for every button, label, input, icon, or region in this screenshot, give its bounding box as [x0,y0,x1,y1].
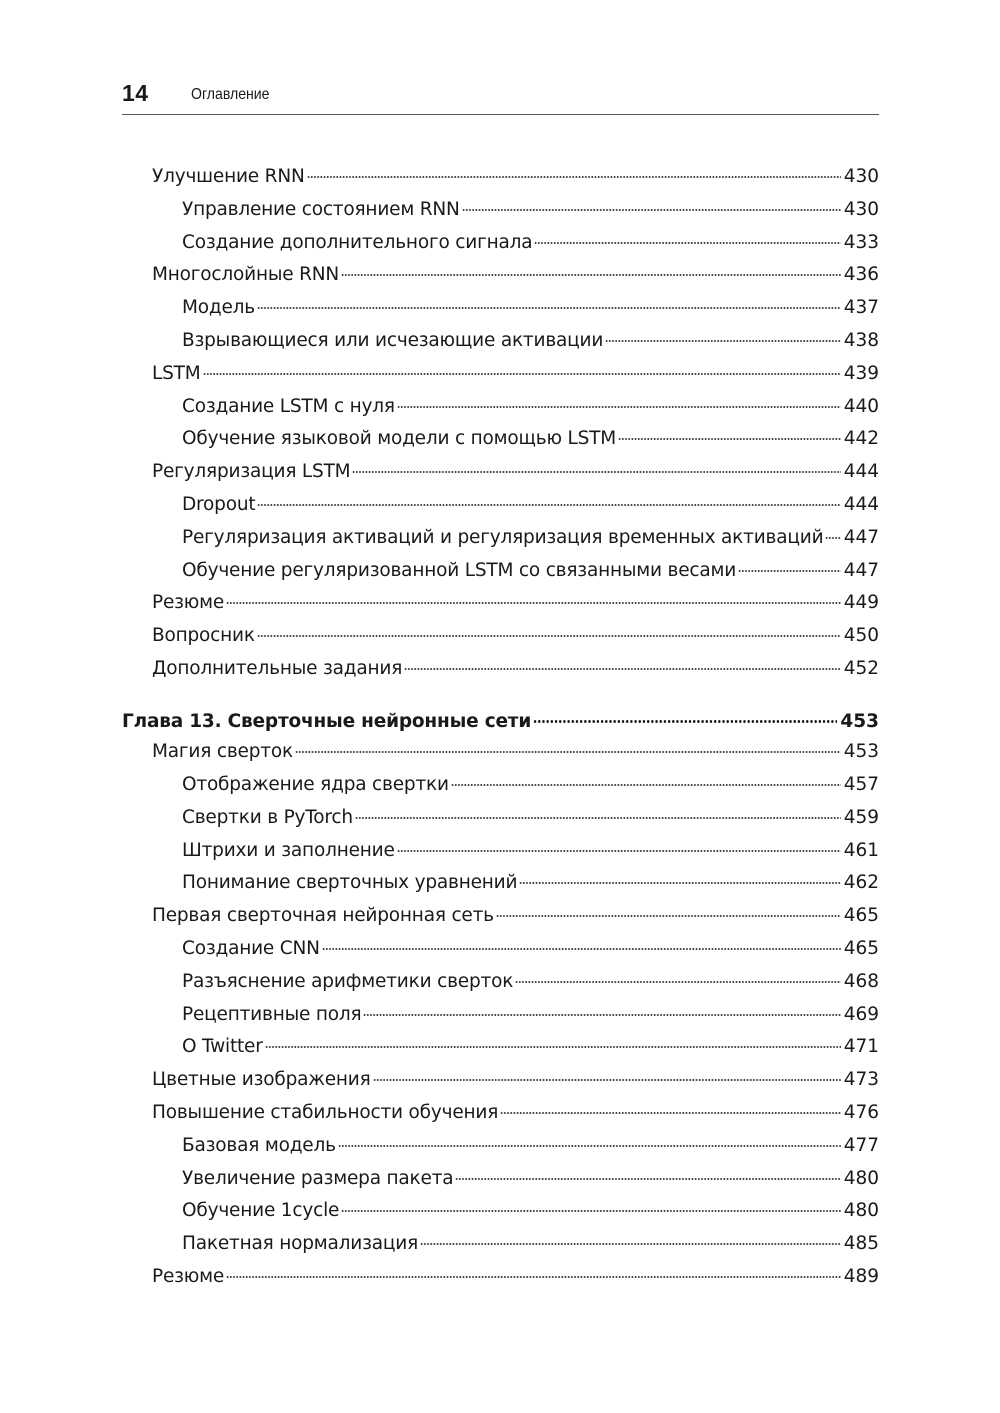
toc-entry-title: Создание LSTM с нуля [182,395,395,417]
toc-entry-title: Пакетная нормализация [182,1233,419,1255]
dot-leader [515,981,841,983]
toc-entry-title: Резюме [152,1265,225,1287]
toc-entry [182,328,879,354]
toc-entry [152,623,879,649]
toc-entry [182,197,879,223]
toc-entry-title: LSTM [152,362,201,384]
toc-entry-page: 471 [843,1036,879,1058]
toc-entry [182,394,879,420]
toc-entry-title: Обучение 1cycle [182,1200,340,1222]
toc-entry-page: 476 [843,1101,879,1123]
toc-entry [182,295,879,321]
toc-entry-page: 436 [843,264,879,286]
toc-entry-title: Вопросник [152,625,255,647]
toc-entry-page: 485 [843,1233,879,1255]
toc-entry-title: О Twitter [182,1036,263,1058]
dot-leader [322,948,841,950]
dot-leader [257,635,841,637]
toc-entry-page: 461 [843,839,879,861]
toc-entry-page: 459 [843,806,879,828]
dot-leader [451,784,841,786]
dot-leader [738,570,841,572]
toc-entry-title: Рецептивные поля [182,1003,362,1025]
toc-entry [182,525,879,551]
dot-leader [307,176,841,178]
toc-entry-title: Базовая модель [182,1134,336,1156]
toc-entry-page: 437 [843,297,879,319]
dot-leader [404,668,841,670]
toc-entry-title: Цветные изображения [152,1069,371,1091]
toc-entry-title: Дополнительные задания [152,658,403,679]
toc-entry-page: 444 [843,494,879,515]
toc-entry [152,739,879,765]
toc-entry [182,230,879,256]
toc-entry-title: Dropout [182,494,256,515]
toc-entry-title: Резюме [152,592,225,614]
toc-entry-title: Регуляризация LSTM [152,461,351,483]
toc-entry [152,903,879,929]
toc-entry-page: 430 [843,198,879,220]
toc-entry-title: Штрихи и заполнение [182,839,395,861]
toc-entry [152,1067,879,1093]
dot-leader [496,915,841,917]
dot-leader [455,1178,840,1180]
toc-entry-page: 465 [843,905,879,927]
toc-entry-title: Повышение стабильности обучения [152,1101,499,1123]
dot-leader [825,537,840,539]
toc-entry [182,1231,879,1257]
toc-chapter-entry [122,709,879,735]
toc-entry-title: Создание CNN [182,937,320,959]
dot-leader [397,406,841,408]
toc-entry [182,969,879,995]
toc-entry-title: Улучшение RNN [152,166,305,187]
dot-leader [363,1014,840,1016]
toc-entry [182,1133,879,1159]
dot-leader [420,1243,841,1245]
dot-leader [605,340,840,342]
dot-leader [373,1079,841,1081]
toc-entry [182,936,879,962]
toc-entry-title: Глава 13. Сверточные нейронные сети [122,710,532,732]
toc-entry [182,805,879,831]
toc-entry-page: 447 [843,559,879,581]
toc-entry-page: 450 [843,625,879,647]
dot-leader [203,373,841,375]
toc-entry-page: 453 [843,741,879,763]
toc-entry-page: 447 [843,526,879,548]
toc-entry-title: Первая сверточная нейронная сеть [152,905,494,927]
dot-leader [618,438,841,440]
toc-entry [182,1034,879,1060]
page-number: 14 [122,80,149,106]
toc-entry [152,590,879,616]
dot-leader [226,602,841,604]
toc-entry-title: Взрывающиеся или исчезающие активации [182,330,604,351]
toc-entry-title: Магия сверток [152,741,293,763]
toc-entry [152,262,879,288]
toc-entry [182,1166,879,1192]
toc-entry-title: Модель [182,297,255,319]
dot-leader [341,274,841,276]
toc-entry-page: 452 [843,658,879,679]
toc-entry-title: Отображение ядра свертки [182,773,449,795]
toc-entry-page: 444 [843,461,879,483]
toc-entry [152,1100,879,1126]
dot-leader [397,850,841,852]
dot-leader [265,1046,841,1048]
toc-entry-page: 430 [843,166,879,187]
dot-leader [355,817,841,819]
toc-entry-title: Многослойные RNN [152,264,340,286]
toc-entry [182,558,879,584]
toc-entry-page: 438 [843,330,879,351]
toc-entry [152,164,879,190]
toc-entry-page: 473 [843,1069,879,1091]
toc-entry [152,1264,879,1290]
toc-entry [182,772,879,798]
toc-entry-page: 489 [843,1265,879,1287]
dot-leader [338,1145,841,1147]
dot-leader [341,1210,840,1212]
toc-entry-title: Обучение языковой модели с помощью LSTM [182,428,617,450]
toc-entry-page: 477 [843,1134,879,1156]
toc-entry-title: Понимание сверточных уравнений [182,872,518,894]
toc-entry-page: 465 [843,937,879,959]
toc-entry-page: 453 [840,710,879,732]
toc-entry [182,1198,879,1224]
toc-entry-title: Регуляризация активаций и регуляризация временных активаций [182,526,824,548]
toc-entry-page: 442 [843,428,879,450]
toc-entry-page: 480 [843,1167,879,1189]
toc-entry-title: Разъяснение арифметики сверток [182,970,514,992]
toc-entry-page: 469 [843,1003,879,1025]
toc-entry-page: 440 [843,395,879,417]
toc-entry-title: Управление состоянием RNN [182,198,460,220]
toc-entry-title: Обучение регуляризованной LSTM со связанными весами [182,559,737,581]
toc-entry-title: Увеличение размера пакета [182,1167,454,1189]
toc-entry [182,426,879,452]
toc-entry-page: 449 [843,592,879,614]
dot-leader [462,209,841,211]
toc-entry-title: Создание дополнительного сигнала [182,231,533,253]
toc-entry-page: 439 [843,362,879,384]
dot-leader [257,504,840,506]
dot-leader [352,471,840,473]
dot-leader [500,1112,841,1114]
dot-leader [533,720,837,723]
toc-entry-page: 468 [843,970,879,992]
toc-entry [182,492,879,518]
toc-entry [182,870,879,896]
dot-leader [534,242,840,244]
toc-entry [152,361,879,387]
toc-entry [152,459,879,485]
toc-entry-page: 457 [843,773,879,795]
toc-entry-page: 433 [843,231,879,253]
dot-leader [226,1276,841,1278]
toc-entry-title: Свертки в PyTorch [182,806,353,828]
toc-entry-page: 462 [843,872,879,894]
toc-entry-page: 480 [843,1200,879,1222]
page-header [122,78,879,115]
dot-leader [519,882,840,884]
dot-leader [295,751,841,753]
toc-entry [152,656,879,682]
running-title: Оглавление [191,86,270,103]
toc-entry [182,838,879,864]
toc-entry [182,1002,879,1028]
dot-leader [257,307,841,309]
